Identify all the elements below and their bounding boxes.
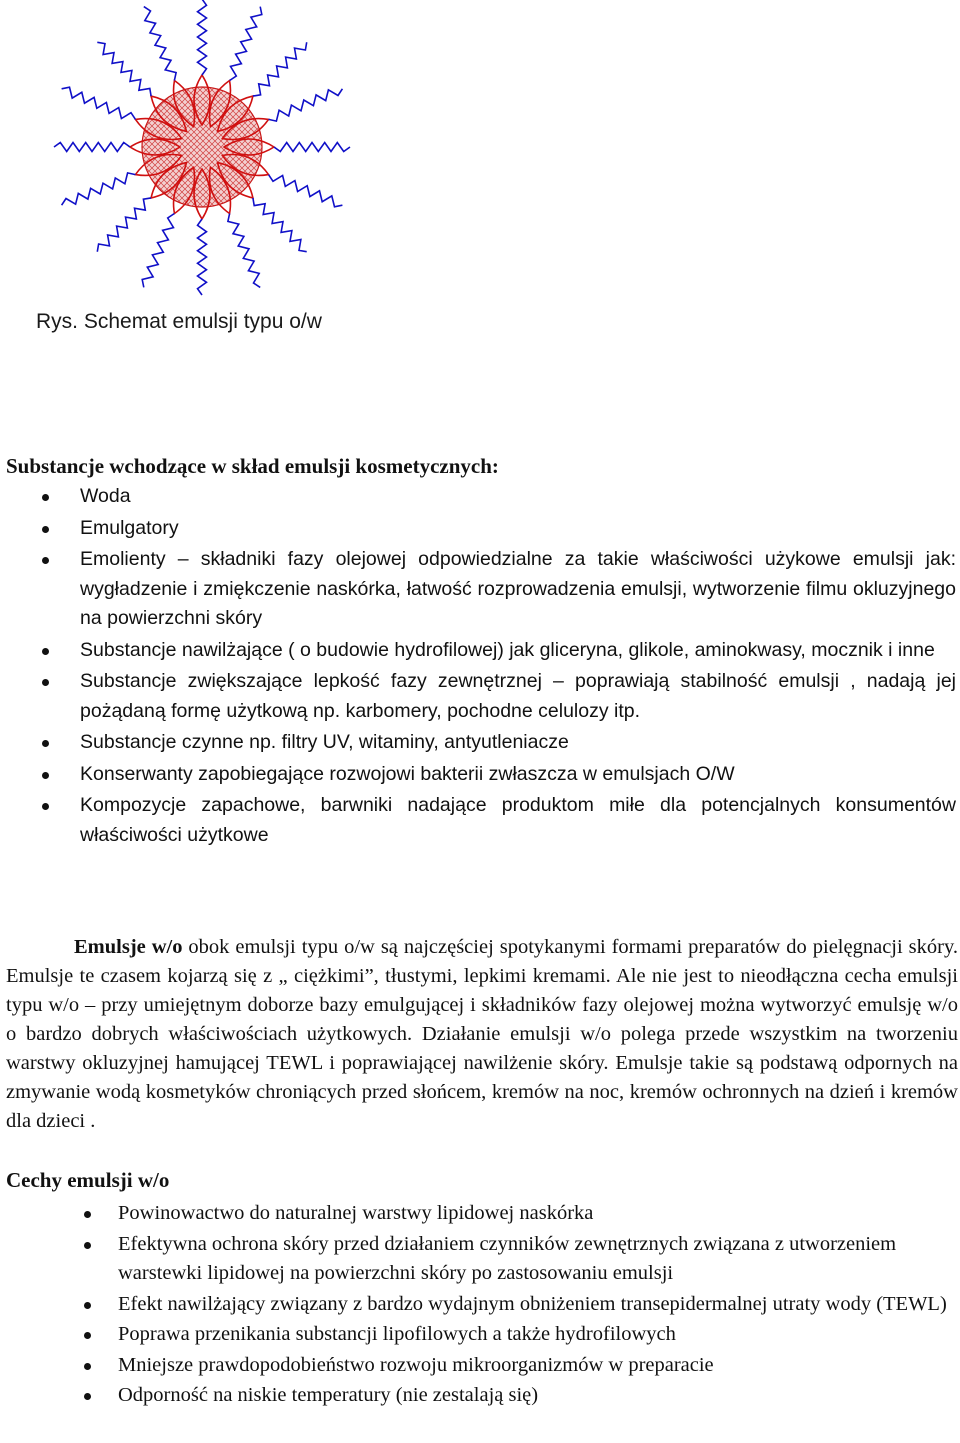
paragraph-lead: Emulsje w/o <box>74 936 183 958</box>
surfactant-tail <box>54 143 130 152</box>
list-item: Odporność na niskie temperatury (nie zestalają się) <box>0 1381 960 1411</box>
surfactant-tail <box>97 42 151 96</box>
list-item: Substancje czynne np. filtry UV, witaminy, antyutleniacze <box>0 728 960 758</box>
surfactant-tail <box>144 7 176 81</box>
ingredients-list <box>0 482 960 850</box>
list-item: Emolienty – składniki fazy olejowej odpowiedzialne za takie właściwości użykowe emulsji jak: wygładzenie i zmiękczenie naskórka, łatwość rozprowadzenia emulsji, wytworzenie filmu okluzyjnego na powierzchni skóry <box>0 545 960 634</box>
surfactant-tail <box>198 0 207 75</box>
surfactant-tail <box>274 143 350 152</box>
list-item: Efekt nawilżający związany z bardzo wydajnym obniżeniem transepidermalnej utraty wody (TEWL) <box>0 1290 960 1320</box>
section-heading-properties: Cechy emulsji w/o <box>6 1168 170 1192</box>
surfactant-tail <box>253 42 307 96</box>
figure-caption: Rys. Schemat emulsji typu o/w <box>36 310 322 333</box>
section-heading-ingredients: Substancje wchodzące w skład emulsji kosmetycznych: <box>6 454 499 478</box>
surfactant-tail <box>253 198 307 252</box>
paragraph-text: obok emulsji typu o/w są najczęściej spotykanymi formami preparatów do pielęgnacji skóry. Emulsje te czasem kojarzą się z „ ciężkimi”, tłustymi, lepkimi kremami. Ale nie jest to nieodłączna cecha emulsji typu w/o – przy umiejętnym doborze bazy emulgującej i składników fazy olejowej można wytworzyć emulsję w/o o bardzo dobrych właściwościach użytkowych. Działanie emulsji w/o polega przede wszystkim na tworzeniu warstwy okluzyjnej hamującej TEWL i poprawiającej nawilżenie skóry. Emulsje takie są podstawą odpornych na zmywanie wodą kosmetyków chroniących przed słońcem, kremów na noc, kremów ochronnych na dzień i kremów dla dzieci . <box>6 936 958 1132</box>
list-item: Woda <box>0 482 960 512</box>
list-item: Konserwanty zapobiegające rozwojowi bakterii zwłaszcza w emulsjach O/W <box>0 760 960 790</box>
surfactant-tail <box>269 175 343 207</box>
list-item: Efektywna ochrona skóry przed działaniem czynników zewnętrznych związana z utworzeniem warstewki lipidowej na powierzchni skóry po zastosowaniu emulsji <box>0 1230 960 1289</box>
surfactant-tail <box>142 214 174 288</box>
emulsion-diagram <box>20 0 400 305</box>
list-item: Mniejsze prawdopodobieństwo rozwoju mikroorganizmów w preparacie <box>0 1351 960 1381</box>
surfactant-tail <box>62 87 136 119</box>
list-item: Emulgatory <box>0 514 960 544</box>
surfactant-tail <box>62 173 136 205</box>
list-item: Powinowactwo do naturalnej warstwy lipidowej naskórka <box>0 1199 960 1229</box>
surfactant-tail <box>198 219 207 295</box>
list-item: Kompozycje zapachowe, barwniki nadające produktom miłe dla potencjalnych konsumentów właściwości użytkowe <box>0 791 960 850</box>
list-item: Substancje zwiększające lepkość fazy zewnętrznej – poprawiają stabilność emulsji , nadają jej pożądaną formę użytkową np. karbomery, pochodne celulozy itp. <box>0 667 960 726</box>
surfactant-tail <box>269 89 343 121</box>
surfactant-tail <box>97 198 151 252</box>
surfactant-tail <box>230 7 262 81</box>
oil-droplet-core <box>142 87 262 207</box>
list-item: Poprawa przenikania substancji lipofilowych a także hydrofilowych <box>0 1320 960 1350</box>
surfactant-tail <box>228 214 260 288</box>
emulsion-wo-paragraph <box>6 933 958 1136</box>
list-item: Substancje nawilżające ( o budowie hydrofilowej) jak gliceryna, glikole, aminokwasy, mocznik i inne <box>0 636 960 666</box>
properties-list <box>0 1199 960 1412</box>
